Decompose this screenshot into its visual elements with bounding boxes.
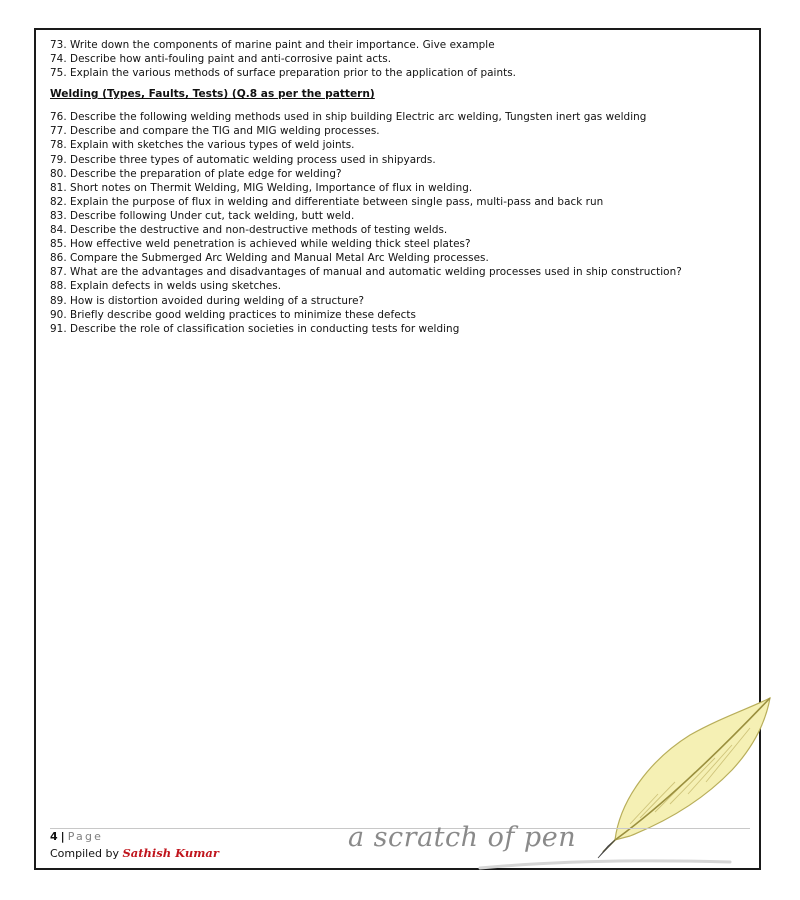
footer-tagline: a scratch of pen: [348, 822, 577, 853]
list-item: 74. Describe how anti-fouling paint and anti-corrosive paint acts.: [50, 53, 392, 66]
document-body: [50, 38, 750, 336]
list-item: 77. Describe and compare the TIG and MIG welding processes.: [50, 125, 380, 138]
list-item: 88. Explain defects in welds using sketches.: [50, 280, 282, 293]
question-list-welding: [50, 110, 750, 336]
section-heading-welding: Welding (Types, Faults, Tests) (Q.8 as per the pattern): [50, 88, 375, 101]
author-name: Sathish Kumar: [122, 846, 219, 860]
list-item: 83. Describe following Under cut, tack welding, butt weld.: [50, 209, 355, 222]
list-item: 86. Compare the Submerged Arc Welding and Manual Metal Arc Welding processes.: [50, 252, 489, 265]
list-item: 78. Explain with sketches the various types of weld joints.: [50, 139, 355, 152]
page-number: 4 | Page: [50, 830, 104, 843]
list-item: 75. Explain the various methods of surface preparation prior to the application of paints.: [50, 67, 517, 80]
list-item: 89. How is distortion avoided during welding of a structure?: [50, 294, 365, 307]
list-item: 85. How effective weld penetration is achieved while welding thick steel plates?: [50, 238, 471, 251]
list-item: 87. What are the advantages and disadvantages of manual and automatic welding processes used in ship construction?: [50, 266, 682, 279]
compiled-label: Compiled by: [50, 847, 119, 860]
list-item: 80. Describe the preparation of plate edge for welding?: [50, 167, 342, 180]
list-item: 84. Describe the destructive and non-destructive methods of testing welds.: [50, 224, 448, 237]
list-item: 90. Briefly describe good welding practices to minimize these defects: [50, 308, 416, 321]
list-item: 73. Write down the components of marine paint and their importance. Give example: [50, 39, 495, 51]
list-item: 76. Describe the following welding methods used in ship building Electric arc welding, Tungsten inert gas welding: [50, 111, 647, 124]
list-item: 82. Explain the purpose of flux in welding and differentiate between single pass, multi-pass and back run: [50, 195, 604, 208]
compiled-by: [50, 846, 219, 860]
list-item: 81. Short notes on Thermit Welding, MIG Welding, Importance of flux in welding.: [50, 181, 473, 194]
list-item: 91. Describe the role of classification societies in conducting tests for welding: [50, 322, 460, 335]
question-list-top: [50, 38, 750, 80]
list-item: 79. Describe three types of automatic welding process used in shipyards.: [50, 153, 436, 166]
